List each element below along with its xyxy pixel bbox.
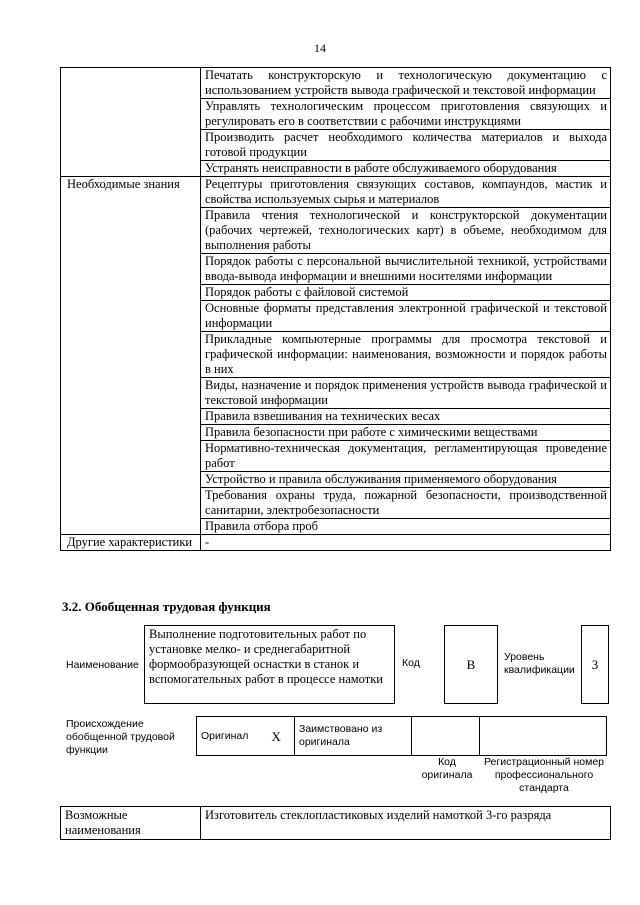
knowledge-item: Правила отбора проб bbox=[201, 519, 611, 535]
table-row bbox=[61, 177, 611, 208]
origin-label: Происхождение обобщенной трудовой функции bbox=[66, 718, 175, 756]
knowledge-item: Нормативно-техническая документация, регламентирующая проведение работ bbox=[201, 441, 611, 472]
original-mark: X bbox=[259, 717, 295, 756]
knowledge-item: Основные форматы представления электронной графической и текстовой информации bbox=[201, 301, 611, 332]
code-original-caption: Код оригинала bbox=[421, 756, 473, 781]
skill-item: Устранять неисправности в работе обслуживаемого оборудования bbox=[201, 161, 611, 177]
code-box bbox=[444, 625, 498, 704]
table-row bbox=[61, 535, 611, 551]
knowledge-item: Правила взвешивания на технических весах bbox=[201, 409, 611, 425]
knowledge-item: Правила чтения технологической и конструкторской документации (рабочих чертежей, технологических карт) в объеме, необходимом для выполнения работы bbox=[201, 208, 611, 254]
table-row bbox=[61, 68, 611, 99]
original-label: Оригинал bbox=[197, 717, 259, 756]
skill-item: Производить расчет необходимого количества материалов и выхода готовой продукции bbox=[201, 130, 611, 161]
knowledge-item: Требования охраны труда, пожарной безопасности, производственной санитарии, электробезопасности bbox=[201, 488, 611, 519]
level-label: Уровень квалификации bbox=[504, 651, 575, 676]
page-number: 14 bbox=[314, 41, 326, 55]
other-label: Другие характеристики bbox=[61, 535, 201, 551]
knowledge-item: Прикладные компьютерные программы для просмотра текстовой и графической информации: наименования, возможности и порядок работы в них bbox=[201, 332, 611, 378]
reg-number-caption: Регистрационный номер профессионального стандарта bbox=[484, 756, 604, 794]
knowledge-item: Виды, назначение и порядок применения устройств вывода графической и текстовой информации bbox=[201, 378, 611, 409]
name-label: Наименование bbox=[66, 659, 139, 671]
skills-label-cell bbox=[61, 68, 201, 177]
code-value: B bbox=[466, 656, 476, 672]
reg-number-cell bbox=[480, 717, 607, 756]
skills-knowledge-table bbox=[60, 67, 611, 551]
possible-names-value: Изготовитель стеклопластиковых изделий намоткой 3-го разряда bbox=[201, 807, 611, 840]
level-value: 3 bbox=[591, 656, 599, 672]
code-original-cell bbox=[412, 717, 480, 756]
skill-item: Печатать конструкторскую и технологическую документацию с использованием устройств вывода графической и текстовой информации bbox=[201, 68, 611, 99]
knowledge-item: Устройство и правила обслуживания применяемого оборудования bbox=[201, 472, 611, 488]
other-value: - bbox=[201, 535, 611, 551]
section-title: 3.2. Обобщенная трудовая функция bbox=[62, 599, 271, 614]
knowledge-label: Необходимые знания bbox=[61, 177, 201, 535]
code-label: Код bbox=[402, 657, 420, 669]
origin-table bbox=[196, 716, 607, 756]
possible-names-label: Возможные наименования bbox=[61, 807, 201, 840]
function-name-box bbox=[144, 625, 395, 704]
possible-names-table bbox=[60, 806, 611, 840]
function-name: Выполнение подготовительных работ по установке мелко- и среднегабаритной формообразующей оснастки в станок и вспомогательных работ в процессе намотки bbox=[149, 627, 383, 686]
level-box bbox=[581, 625, 609, 704]
knowledge-item: Правила безопасности при работе с химическими веществами bbox=[201, 425, 611, 441]
knowledge-item: Порядок работы с файловой системой bbox=[201, 285, 611, 301]
skill-item: Управлять технологическим процессом приготовления связующих и регулировать его в соответствии с рабочими инструкциями bbox=[201, 99, 611, 130]
knowledge-item: Рецептуры приготовления связующих составов, компаундов, мастик и свойства используемых сырья и материалов bbox=[201, 177, 611, 208]
knowledge-item: Порядок работы с персональной вычислительной техникой, устройствами ввода-вывода информации и внешними носителями информации bbox=[201, 254, 611, 285]
borrowed-label: Заимствовано из оригинала bbox=[295, 717, 412, 756]
